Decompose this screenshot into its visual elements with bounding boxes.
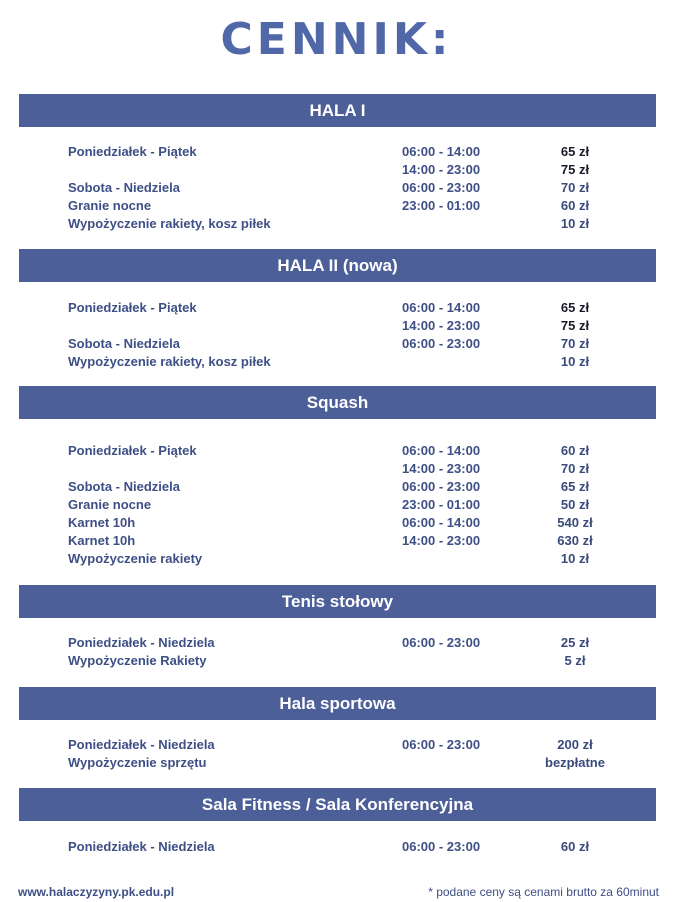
row-label: Wypożyczenie rakiety <box>68 551 203 566</box>
row-time: 06:00 - 23:00 <box>402 635 481 650</box>
row-time: 06:00 - 14:00 <box>402 300 481 315</box>
price-row <box>0 736 673 754</box>
price-row <box>0 197 673 215</box>
price-row <box>0 179 673 197</box>
row-time: 23:00 - 01:00 <box>402 198 481 213</box>
row-time: 06:00 - 14:00 <box>402 443 481 458</box>
price-row <box>0 317 673 335</box>
price-row <box>0 838 673 856</box>
row-price: 70 zł <box>560 336 590 351</box>
section-header: HALA I <box>19 94 656 127</box>
row-label: Sobota - Niedziela <box>68 479 180 494</box>
row-label: Granie nocne <box>68 497 152 512</box>
row-price: 65 zł <box>560 144 590 159</box>
row-price: 10 zł <box>560 354 590 369</box>
row-label: Karnet 10h <box>68 533 136 548</box>
section-header: Tenis stołowy <box>19 585 656 618</box>
row-label: Wypożyczenie rakiety, kosz piłek <box>68 216 271 231</box>
row-price: 630 zł <box>557 533 593 548</box>
price-row <box>0 532 673 550</box>
row-label: Poniedziałek - Piątek <box>68 300 197 315</box>
row-time: 06:00 - 23:00 <box>402 336 481 351</box>
row-label: Granie nocne <box>68 198 152 213</box>
row-price: 60 zł <box>560 198 590 213</box>
row-time: 14:00 - 23:00 <box>402 461 481 476</box>
row-price: 65 zł <box>560 479 590 494</box>
price-row <box>0 478 673 496</box>
row-label: Sobota - Niedziela <box>68 336 180 351</box>
row-price: 70 zł <box>560 180 590 195</box>
row-time: 06:00 - 23:00 <box>402 737 481 752</box>
website-link[interactable]: www.halaczyzyny.pk.edu.pl <box>18 885 175 899</box>
price-row <box>0 550 673 568</box>
row-time: 06:00 - 23:00 <box>402 839 481 854</box>
row-label: Karnet 10h <box>68 515 136 530</box>
price-row <box>0 143 673 161</box>
price-row <box>0 754 673 772</box>
row-time: 06:00 - 14:00 <box>402 144 481 159</box>
row-time: 06:00 - 23:00 <box>402 479 481 494</box>
row-label: Poniedziałek - Niedziela <box>68 839 215 854</box>
price-row <box>0 335 673 353</box>
row-time: 06:00 - 14:00 <box>402 515 481 530</box>
row-price: 10 zł <box>560 216 590 231</box>
row-price: bezpłatne <box>545 755 605 770</box>
price-row <box>0 514 673 532</box>
price-row <box>0 634 673 652</box>
row-label: Wypożyczenie sprzętu <box>68 755 207 770</box>
row-price: 25 zł <box>560 635 590 650</box>
section-header: Squash <box>19 386 656 419</box>
row-label: Poniedziałek - Niedziela <box>68 737 215 752</box>
price-row <box>0 496 673 514</box>
row-price: 5 zł <box>564 653 586 668</box>
row-time: 06:00 - 23:00 <box>402 180 481 195</box>
section-header: HALA II (nowa) <box>19 249 656 282</box>
row-label: Poniedziałek - Piątek <box>68 144 197 159</box>
section-header: Sala Fitness / Sala Konferencyjna <box>19 788 656 821</box>
row-label: Poniedziałek - Piątek <box>68 443 197 458</box>
row-price: 75 zł <box>560 318 590 333</box>
row-time: 14:00 - 23:00 <box>402 318 481 333</box>
row-label: Wypożyczenie rakiety, kosz piłek <box>68 354 271 369</box>
page-title: CENNIK: <box>220 14 453 65</box>
section-header: Hala sportowa <box>19 687 656 720</box>
row-price: 200 zł <box>557 737 593 752</box>
price-row <box>0 215 673 233</box>
row-price: 60 zł <box>560 443 590 458</box>
price-row <box>0 442 673 460</box>
row-price: 65 zł <box>560 300 590 315</box>
price-row <box>0 161 673 179</box>
row-price: 70 zł <box>560 461 590 476</box>
price-row <box>0 299 673 317</box>
row-time: 14:00 - 23:00 <box>402 162 481 177</box>
row-time: 14:00 - 23:00 <box>402 533 481 548</box>
row-label: Wypożyczenie Rakiety <box>68 653 207 668</box>
row-price: 50 zł <box>560 497 590 512</box>
row-price: 540 zł <box>557 515 593 530</box>
row-price: 60 zł <box>560 839 590 854</box>
row-time: 23:00 - 01:00 <box>402 497 481 512</box>
price-note: * podane ceny są cenami brutto za 60minut <box>428 885 659 899</box>
row-label: Sobota - Niedziela <box>68 180 180 195</box>
row-price: 10 zł <box>560 551 590 566</box>
row-price: 75 zł <box>560 162 590 177</box>
row-label: Poniedziałek - Niedziela <box>68 635 215 650</box>
price-row <box>0 652 673 670</box>
price-row <box>0 353 673 371</box>
price-row <box>0 460 673 478</box>
